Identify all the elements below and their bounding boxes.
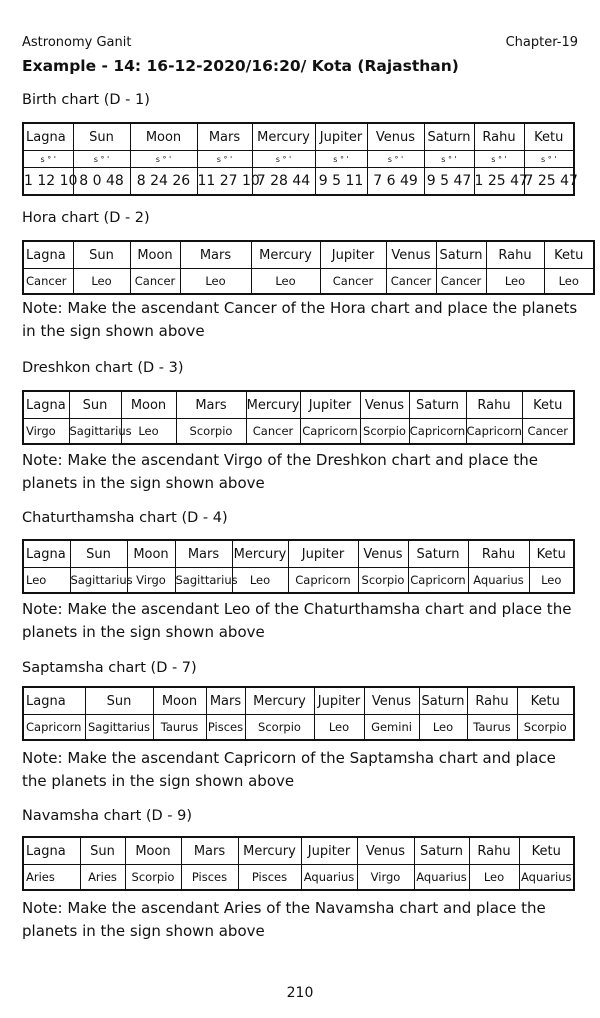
birth-chart-table	[22, 122, 578, 196]
sign-cell: Cancer	[436, 269, 486, 295]
header-cell: Saturn	[409, 391, 466, 419]
chart-caption: Dreshkon chart (D - 3)	[22, 360, 184, 376]
value-cell: 1 12 10	[23, 168, 73, 196]
sign-cell: Cancer	[246, 419, 300, 445]
header-cell: Jupiter	[300, 391, 360, 419]
sign-cell: Scorpio	[245, 715, 314, 741]
running-header-right: Chapter-19	[505, 35, 578, 50]
sign-cell: Taurus	[153, 715, 206, 741]
chart-note: Note: Make the ascendant Virgo of the Dreshkon chart and place the planets in the sign shown above	[22, 451, 538, 492]
unit-cell: s ° '	[424, 151, 474, 168]
sign-cell: Scorpio	[360, 419, 409, 445]
sign-cell: Scorpio	[358, 568, 408, 594]
header-cell: Moon	[153, 687, 206, 715]
header-cell: Venus	[386, 241, 436, 269]
sign-cell: Pisces	[206, 715, 245, 741]
header-cell: Lagna	[23, 391, 69, 419]
unit-cell: s ° '	[367, 151, 424, 168]
sign-cell: Capricorn	[408, 568, 468, 594]
sign-cell: Scorpio	[176, 419, 246, 445]
header-cell: Lagna	[23, 540, 70, 568]
header-cell: Sun	[73, 123, 130, 151]
header-cell: Ketu	[544, 241, 594, 269]
sign-cell: Sagittarius	[69, 419, 121, 445]
header-cell: Jupiter	[288, 540, 358, 568]
value-cell: 7 25 47	[524, 168, 574, 196]
sign-cell: Capricorn	[466, 419, 522, 445]
chart-note: Note: Make the ascendant Aries of the Navamsha chart and place the planets in the sign shown above	[22, 899, 546, 940]
header-cell: Venus	[364, 687, 419, 715]
divisional-chart-table	[22, 539, 575, 594]
sign-cell: Aquarius	[301, 865, 357, 891]
unit-cell: s ° '	[474, 151, 524, 168]
header-cell: Moon	[130, 123, 197, 151]
divisional-chart-table	[22, 686, 575, 741]
header-cell: Sun	[73, 241, 130, 269]
header-cell: Moon	[121, 391, 176, 419]
sign-cell: Virgo	[357, 865, 414, 891]
header-cell: Saturn	[424, 123, 474, 151]
chart-caption: Hora chart (D - 2)	[22, 210, 150, 226]
header-cell: Jupiter	[314, 687, 364, 715]
sign-cell: Cancer	[23, 269, 73, 295]
header-cell: Moon	[125, 837, 181, 865]
header-cell: Rahu	[486, 241, 544, 269]
sign-cell: Aquarius	[414, 865, 469, 891]
sign-cell: Leo	[23, 568, 70, 594]
sign-cell: Leo	[73, 269, 130, 295]
sign-cell: Virgo	[127, 568, 175, 594]
unit-cell: s ° '	[315, 151, 367, 168]
sign-cell: Aries	[23, 865, 80, 891]
sign-cell: Sagittarius	[70, 568, 127, 594]
sign-cell: Capricorn	[23, 715, 85, 741]
sign-cell: Leo	[314, 715, 364, 741]
header-cell: Rahu	[469, 837, 519, 865]
birth-chart-caption: Birth chart (D - 1)	[22, 92, 150, 108]
header-cell: Ketu	[524, 123, 574, 151]
divisional-chart-table	[22, 390, 575, 445]
chart-caption: Navamsha chart (D - 9)	[22, 808, 193, 824]
sign-cell: Leo	[180, 269, 251, 295]
header-cell: Mars	[181, 837, 238, 865]
header-cell: Mercury	[245, 687, 314, 715]
header-cell: Saturn	[436, 241, 486, 269]
header-cell: Saturn	[408, 540, 468, 568]
header-cell: Rahu	[466, 391, 522, 419]
header-cell: Mercury	[238, 837, 301, 865]
header-cell: Rahu	[468, 540, 529, 568]
header-cell: Jupiter	[320, 241, 386, 269]
sign-cell: Leo	[544, 269, 594, 295]
header-cell: Mercury	[252, 123, 315, 151]
header-cell: Sun	[70, 540, 127, 568]
unit-cell: s ° '	[524, 151, 574, 168]
header-cell: Ketu	[522, 391, 574, 419]
sign-cell: Leo	[529, 568, 574, 594]
value-cell: 9 5 47	[424, 168, 474, 196]
sign-cell: Leo	[121, 419, 176, 445]
divisional-chart-table	[22, 836, 575, 891]
header-cell: Mars	[175, 540, 232, 568]
sign-cell: Scorpio	[517, 715, 574, 741]
header-cell: Mars	[206, 687, 245, 715]
header-cell: Mercury	[232, 540, 288, 568]
header-cell: Jupiter	[315, 123, 367, 151]
unit-cell: s ° '	[252, 151, 315, 168]
chart-note: Note: Make the ascendant Leo of the Chaturthamsha chart and place the planets in the sign shown above	[22, 600, 572, 641]
sign-cell: Pisces	[238, 865, 301, 891]
sign-cell: Cancer	[522, 419, 574, 445]
sign-cell: Leo	[419, 715, 467, 741]
page-number: 210	[286, 985, 314, 1001]
unit-cell: s ° '	[23, 151, 73, 168]
header-cell: Venus	[367, 123, 424, 151]
sign-cell: Pisces	[181, 865, 238, 891]
running-header-left: Astronomy Ganit	[22, 35, 132, 50]
value-cell: 8 24 26	[130, 168, 197, 196]
divisional-chart-table	[22, 240, 595, 295]
header-cell: Saturn	[419, 687, 467, 715]
header-cell: Lagna	[23, 687, 85, 715]
sign-cell: Virgo	[23, 419, 69, 445]
value-cell: 9 5 11	[315, 168, 367, 196]
header-cell: Moon	[127, 540, 175, 568]
header-cell: Sun	[85, 687, 153, 715]
value-cell: 7 6 49	[367, 168, 424, 196]
header-cell: Mars	[180, 241, 251, 269]
header-cell: Moon	[130, 241, 180, 269]
header-cell: Venus	[357, 837, 414, 865]
sign-cell: Capricorn	[300, 419, 360, 445]
sign-cell: Leo	[232, 568, 288, 594]
chart-note: Note: Make the ascendant Cancer of the Hora chart and place the planets in the sign shown above	[22, 299, 578, 340]
sign-cell: Aquarius	[519, 865, 574, 891]
header-cell: Rahu	[467, 687, 517, 715]
header-cell: Rahu	[474, 123, 524, 151]
chart-note: Note: Make the ascendant Capricorn of the Saptamsha chart and place the planets in the sign shown above	[22, 749, 556, 790]
sign-cell: Leo	[251, 269, 320, 295]
value-cell: 8 0 48	[73, 168, 130, 196]
header-cell: Lagna	[23, 123, 73, 151]
header-cell: Ketu	[529, 540, 574, 568]
header-cell: Sun	[80, 837, 125, 865]
header-cell: Ketu	[519, 837, 574, 865]
sign-cell: Aquarius	[468, 568, 529, 594]
header-cell: Sun	[69, 391, 121, 419]
sign-cell: Taurus	[467, 715, 517, 741]
sign-cell: Sagittarius	[175, 568, 232, 594]
unit-cell: s ° '	[73, 151, 130, 168]
sign-cell: Cancer	[386, 269, 436, 295]
header-cell: Mars	[176, 391, 246, 419]
header-cell: Mercury	[251, 241, 320, 269]
chart-caption: Chaturthamsha chart (D - 4)	[22, 510, 228, 526]
header-cell: Venus	[358, 540, 408, 568]
sign-cell: Sagittarius	[85, 715, 153, 741]
header-cell: Lagna	[23, 837, 80, 865]
example-title: Example - 14: 16-12-2020/16:20/ Kota (Rajasthan)	[22, 57, 459, 75]
sign-cell: Scorpio	[125, 865, 181, 891]
value-cell: 1 25 47	[474, 168, 524, 196]
sign-cell: Cancer	[320, 269, 386, 295]
chart-caption: Saptamsha chart (D - 7)	[22, 660, 197, 676]
sign-cell: Gemini	[364, 715, 419, 741]
header-cell: Mars	[197, 123, 252, 151]
header-cell: Venus	[360, 391, 409, 419]
sign-cell: Capricorn	[288, 568, 358, 594]
sign-cell: Capricorn	[409, 419, 466, 445]
value-cell: 7 28 44	[252, 168, 315, 196]
unit-cell: s ° '	[130, 151, 197, 168]
sign-cell: Aries	[80, 865, 125, 891]
header-cell: Jupiter	[301, 837, 357, 865]
sign-cell: Leo	[486, 269, 544, 295]
unit-cell: s ° '	[197, 151, 252, 168]
header-cell: Saturn	[414, 837, 469, 865]
header-cell: Lagna	[23, 241, 73, 269]
value-cell: 11 27 10	[197, 168, 252, 196]
header-cell: Ketu	[517, 687, 574, 715]
sign-cell: Cancer	[130, 269, 180, 295]
sign-cell: Leo	[469, 865, 519, 891]
header-cell: Mercury	[246, 391, 300, 419]
